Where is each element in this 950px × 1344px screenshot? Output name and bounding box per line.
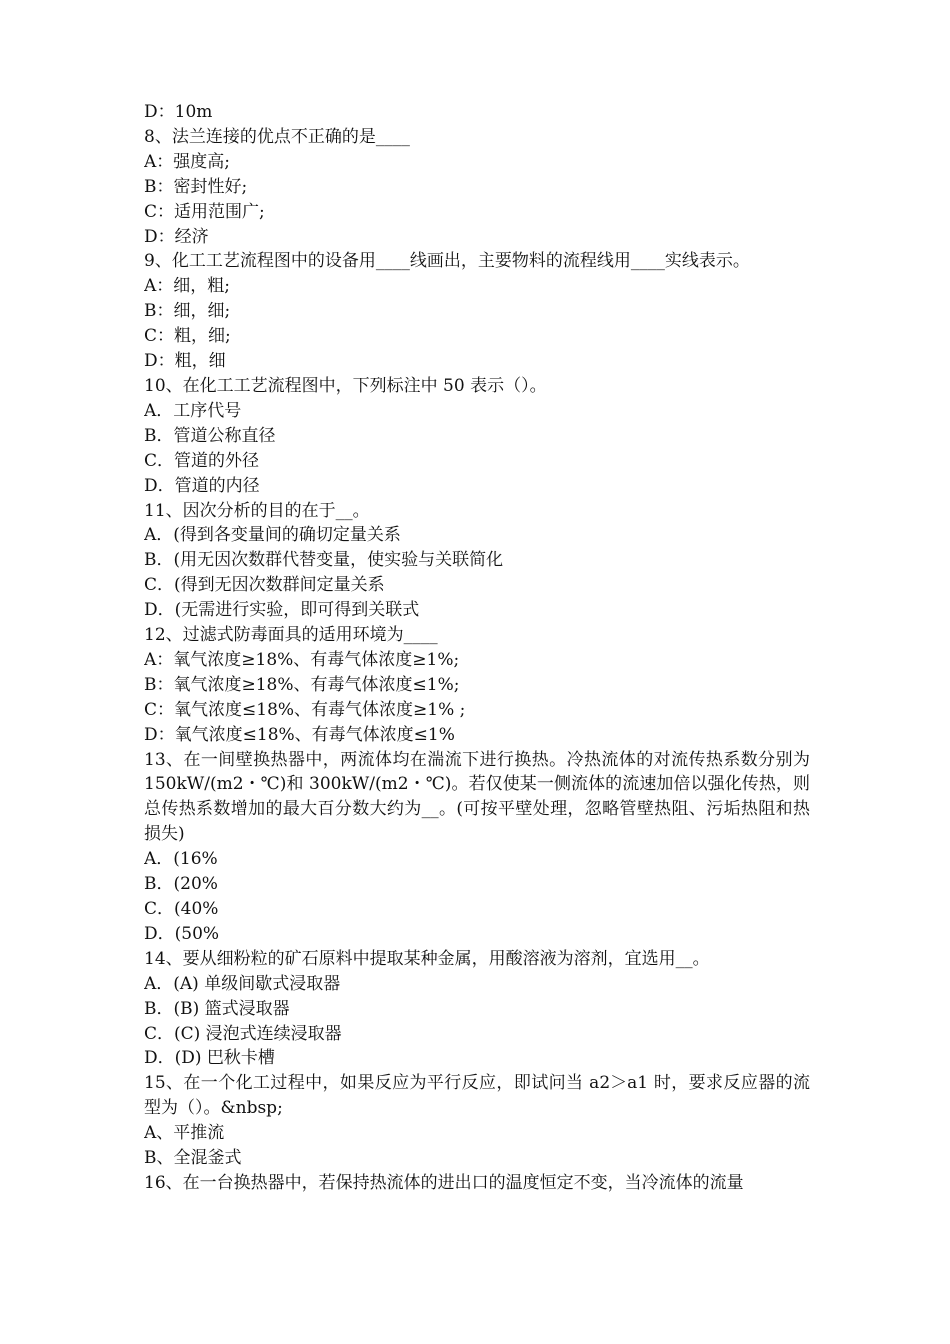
question-15: 15、在一个化工过程中，如果反应为平行反应，即试问当 a2＞a1 时，要求反应器的流型为（）。&nbsp;	[144, 1073, 810, 1119]
option-c-q12: C：氧气浓度≤18%、有毒气体浓度≥1% ;	[144, 699, 466, 720]
option-a-q11: A．(得到各变量间的确切定量关系	[144, 525, 401, 546]
question-9: 9、化工工艺流程图中的设备用____线画出，主要物料的流程线用____实线表示。	[144, 251, 750, 272]
option-d-q8: D：经济	[144, 226, 209, 247]
option-d-q10: D．管道的内径	[144, 475, 260, 496]
option-b-q12: B：氧气浓度≥18%、有毒气体浓度≤1%;	[144, 674, 460, 695]
question-14: 14、要从细粉粒的矿石原料中提取某种金属，用酸溶液为溶剂，宜选用__。	[144, 948, 710, 969]
option-b-q13: B．(20%	[144, 874, 218, 895]
question-13: 13、在一间壁换热器中，两流体均在湍流下进行换热。冷热流体的对流传热系数分别为 150kW/(m2・℃)和 300kW/(m2・℃)。若仅使某一侧流体的流速加倍以强化传热，则总传热系数增加的最大百分数大约为__。(可按平壁处理，忽略管壁热阻、污垢热阻和热损失)	[144, 749, 810, 845]
option-d-q11: D．(无需进行实验，即可得到关联式	[144, 600, 420, 621]
option-a-q9: A：细，粗;	[144, 276, 231, 297]
option-b-q8: B：密封性好;	[144, 176, 248, 197]
document-body	[144, 100, 810, 1196]
option-c-q9: C：粗，细;	[144, 326, 231, 347]
option-d-q7: D：10m	[144, 102, 213, 122]
option-a-q14: A．(A) 单级间歇式浸取器	[144, 973, 341, 994]
option-b-q9: B：细，细;	[144, 301, 231, 322]
question-11: 11、因次分析的目的在于__。	[144, 500, 370, 521]
question-12: 12、过滤式防毒面具的适用环境为____	[144, 625, 438, 646]
option-b-q10: B．管道公称直径	[144, 425, 276, 446]
option-d-q13: D．(50%	[144, 923, 220, 944]
option-a-q13: A．(16%	[144, 849, 218, 870]
option-a-q8: A：强度高;	[144, 151, 231, 172]
question-10: 10、在化工工艺流程图中，下列标注中 50 表示（）。	[144, 375, 547, 396]
option-b-q15: B、全混釜式	[144, 1148, 242, 1169]
option-a-q10: A．工序代号	[144, 400, 242, 421]
option-d-q12: D：氧气浓度≤18%、有毒气体浓度≤1%	[144, 724, 455, 745]
option-b-q11: B．(用无因次数群代替变量，使实验与关联简化	[144, 550, 504, 571]
option-d-q9: D：粗，细	[144, 351, 226, 372]
option-a-q15: A、平推流	[144, 1123, 225, 1144]
option-b-q14: B．(B) 篮式浸取器	[144, 998, 290, 1019]
option-c-q11: C．(得到无因次数群间定量关系	[144, 575, 385, 596]
option-a-q12: A：氧气浓度≥18%、有毒气体浓度≥1%;	[144, 649, 460, 670]
option-c-q13: C．(40%	[144, 899, 219, 919]
option-d-q14: D．(D) 巴秋卡槽	[144, 1048, 275, 1069]
option-c-q10: C．管道的外径	[144, 450, 260, 471]
option-c-q14: C．(C) 浸泡式连续浸取器	[144, 1023, 342, 1044]
option-c-q8: C：适用范围广;	[144, 201, 265, 222]
question-16: 16、在一台换热器中，若保持热流体的进出口的温度恒定不变，当冷流体的流量	[144, 1172, 744, 1193]
question-8: 8、法兰连接的优点不正确的是____	[144, 126, 410, 147]
